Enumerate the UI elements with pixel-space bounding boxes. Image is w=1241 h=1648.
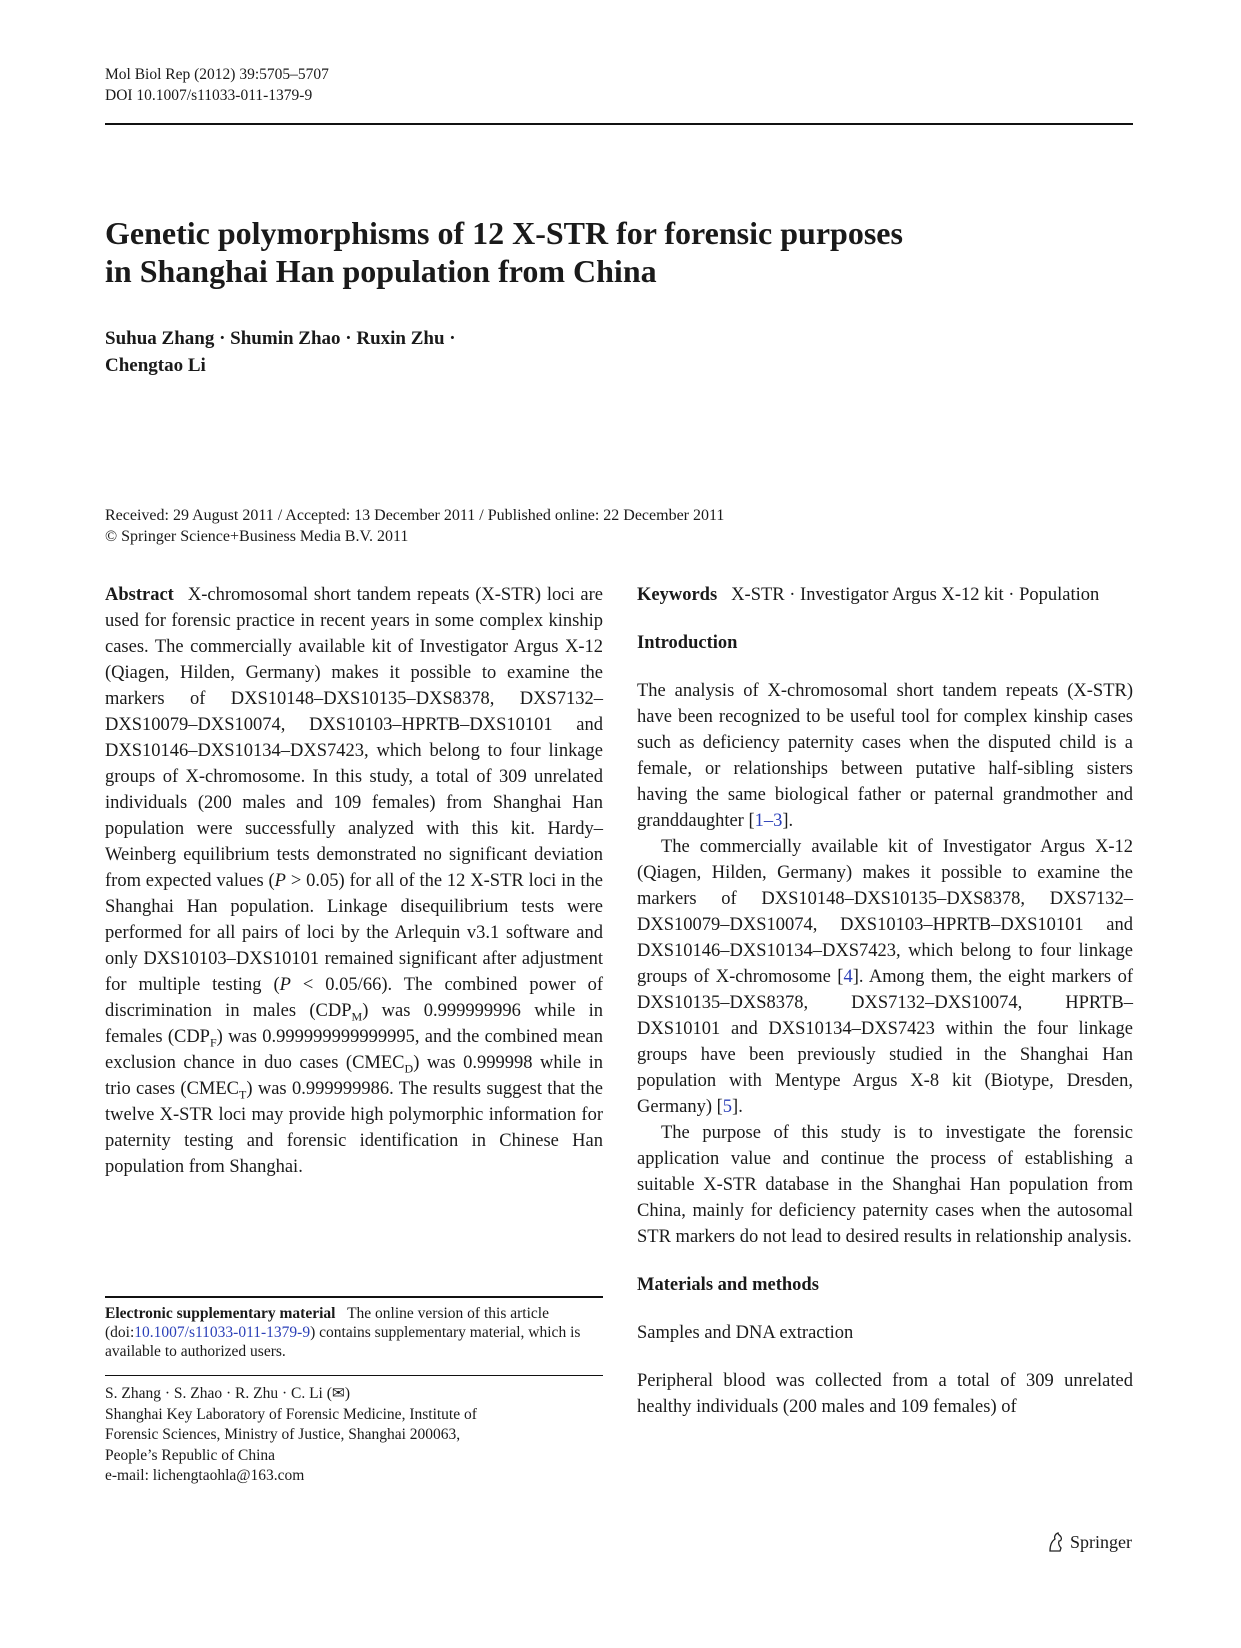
- article-title: [105, 214, 1005, 290]
- springer-horse-icon: [1046, 1531, 1066, 1553]
- running-header: [105, 64, 329, 106]
- contact-email[interactable]: e-mail: lichengtaohla@163.com: [105, 1467, 305, 1484]
- affiliation-rule: [105, 1375, 603, 1376]
- title-line-1: Genetic polymorphisms of 12 X-STR for forensic purposes: [105, 215, 903, 251]
- esm-label: Electronic supplementary material: [105, 1305, 336, 1322]
- title-line-2: in Shanghai Han population from China: [105, 253, 657, 289]
- keywords-label: Keywords: [637, 585, 718, 605]
- author-list: [105, 325, 456, 379]
- citation-link[interactable]: 5: [722, 1097, 733, 1117]
- affiliation-names: S. Zhang · S. Zhao · R. Zhu · C. Li (✉): [105, 1385, 351, 1402]
- introduction-heading: Introduction: [637, 633, 738, 653]
- methods-heading: Materials and methods: [637, 1275, 819, 1295]
- publisher-name: Springer: [1070, 1532, 1132, 1552]
- authors-line-1: Suhua Zhang · Shumin Zhao · Ruxin Zhu ·: [105, 328, 456, 349]
- citation-link[interactable]: 1–3: [754, 811, 783, 831]
- doi-line: DOI 10.1007/s11033-011-1379-9: [105, 87, 313, 104]
- supplementary-note: Electronic supplementary material The online version of this article (doi:10.1007/s11033-011-1379-9) contains supplementary material, which is available to authorized users.: [105, 1305, 581, 1360]
- affiliation-line: People’s Republic of China: [105, 1446, 276, 1464]
- intro-paragraph-3: The purpose of this study is to investigate the forensic application value and continue the process of establishing a suitable X-STR database in the Shanghai Han population from China, mainly for deficiency paternity cases when the autosomal STR markers do not lead to desired results in relationship analysis.: [637, 1123, 1133, 1247]
- dates-line: Received: 29 August 2011 / Accepted: 13 December 2011 / Published online: 22 December 2011: [105, 507, 725, 524]
- citation-link[interactable]: 4: [843, 967, 853, 987]
- abstract: Abstract X-chromosomal short tandem repeats (X-STR) loci are used for forensic practice in recent years in some complex kinship cases. The commercially available kit of Investigator Argus X-12 (Qiagen, Hilden, Germany) makes it possible to examine the markers of DXS10148–DXS10135–DXS8378, DXS7132–DXS10079–DXS10074, DXS10103–HPRTB–DXS10101 and DXS10146–DXS10134–DXS7423, which belong to four linkage groups of X-chromosome. In this study, a total of 309 unrelated individuals (200 males and 109 females) from Shanghai Han population were successfully analyzed with this kit. Hardy–Weinberg equilibrium tests demonstrated no significant deviation from expected values (P > 0.05) for all of the 12 X-STR loci in the Shanghai Han population. Linkage disequilibrium tests were performed for all pairs of loci by the Arlequin v3.1 software and only DXS10103–DXS10101 remained significant after adjustment for multiple testing (P < 0.05/66). The combined power of discrimination in males $(CDP_M)$ was 0.999999996 while in females $(CDP_F)$ was 0.999999999999995, and the combined mean exclusion chance in duo cases $(CMEC_D)$ was 0.999998 while in trio cases $(CMEC_T)$ was 0.999999986. The results suggest that the twelve X-STR loci may provide high polymorphic information for paternity testing and forensic identification in Chinese Han population from Shanghai.: [105, 585, 603, 1177]
- copyright-line: © Springer Science+Business Media B.V. 2011: [105, 528, 409, 545]
- publisher-logo: [1046, 1530, 1132, 1554]
- right-column: [637, 582, 1133, 1420]
- doi-link[interactable]: 10.1007/s11033-011-1379-9: [134, 1324, 311, 1341]
- intro-paragraph-1: The analysis of X-chromosomal short tandem repeats (X-STR) have been recognized to be useful tool for complex kinship cases such as deficiency paternity cases when the disputed child is a female, or relationships between putative half-sibling sisters having the same biological father or paternal grandmother and granddaughter [1–3].: [637, 681, 1133, 831]
- left-column: [105, 582, 603, 1180]
- footnote-rule: [105, 1296, 603, 1298]
- keywords: Keywords X-STR · Investigator Argus X-12 kit · Population: [637, 585, 1100, 605]
- authors-line-2: Chengtao Li: [105, 355, 206, 376]
- methods-paragraph-1: Peripheral blood was collected from a total of 309 unrelated healthy individuals (200 males and 109 females) of: [637, 1371, 1133, 1417]
- abstract-label: Abstract: [105, 585, 174, 605]
- affiliation-line: Shanghai Key Laboratory of Forensic Medicine, Institute of: [105, 1405, 477, 1423]
- samples-subheading: Samples and DNA extraction: [637, 1323, 854, 1343]
- header-rule: [105, 123, 1133, 125]
- affiliation-line: Forensic Sciences, Ministry of Justice, Shanghai 200063,: [105, 1426, 461, 1443]
- journal-citation: Mol Biol Rep (2012) 39:5705–5707: [105, 66, 329, 83]
- intro-paragraph-2: The commercially available kit of Investigator Argus X-12 (Qiagen, Hilden, Germany) makes it possible to examine the markers of DXS10148–DXS10135–DXS8378, DXS7132–DXS10079–DXS10074, DXS10103–HPRTB–DXS10101 and DXS10146–DXS10134–DXS7423, which belong to four linkage groups of X-chromosome [4]. Among them, the eight markers of DXS10135–DXS8378, DXS7132–DXS10074, HPRTB–DXS10101 and DXS10134–DXS7423 within the four linkage groups have been previously studied in the Shanghai Han population with Mentype Argus X-8 kit (Biotype, Dresden, Germany) [5].: [637, 837, 1133, 1117]
- publication-dates: [105, 505, 724, 547]
- affiliation-block: [105, 1384, 603, 1487]
